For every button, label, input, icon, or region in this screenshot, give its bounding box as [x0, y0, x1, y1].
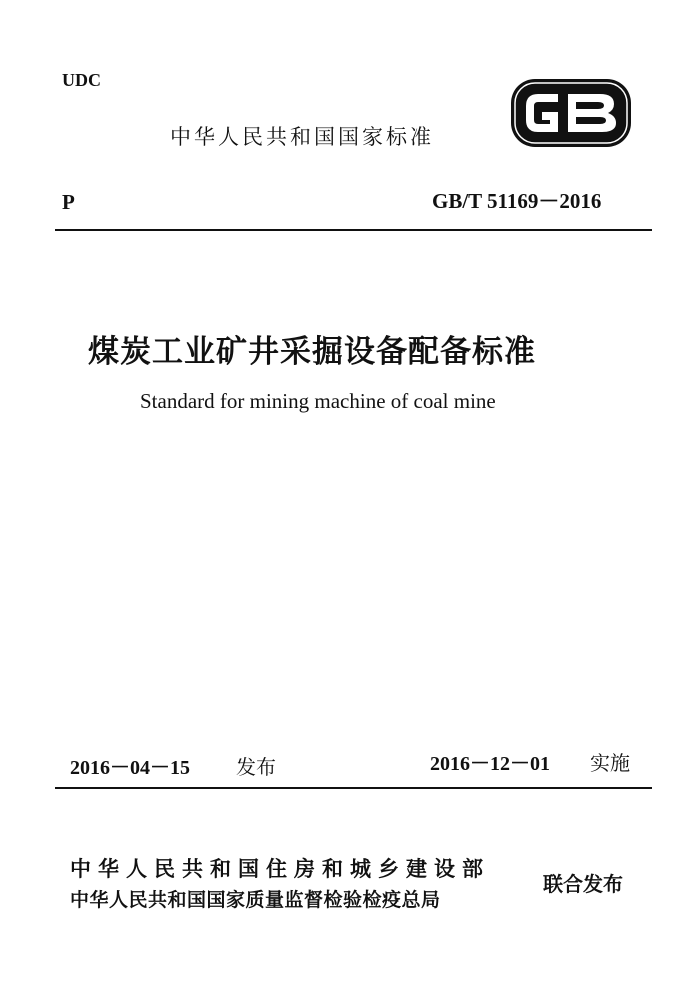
standard-number: GB/T 51169－2016	[432, 189, 602, 213]
title-english: Standard for mining machine of coal mine	[140, 389, 496, 413]
top-divider	[55, 229, 652, 231]
issuer-ministry-housing: 中华人民共和国住房和城乡建设部	[70, 857, 490, 881]
implementation-label: 实施	[590, 751, 630, 775]
title-chinese: 煤炭工业矿井采掘设备配备标准	[88, 334, 536, 369]
udc-label: UDC	[62, 70, 101, 90]
issuer-quality-administration: 中华人民共和国国家质量监督检验检疫总局	[70, 889, 441, 911]
implementation-date: 2016－12－01	[430, 753, 550, 775]
bottom-divider	[55, 787, 652, 789]
category-code: P	[62, 190, 75, 214]
issue-label: 发布	[236, 755, 276, 779]
national-standard-heading: 中华人民共和国国家标准	[170, 125, 434, 149]
gb-logo-icon	[510, 78, 632, 148]
joint-issue-label: 联合发布	[543, 872, 623, 896]
issue-date: 2016－04－15	[70, 757, 190, 779]
